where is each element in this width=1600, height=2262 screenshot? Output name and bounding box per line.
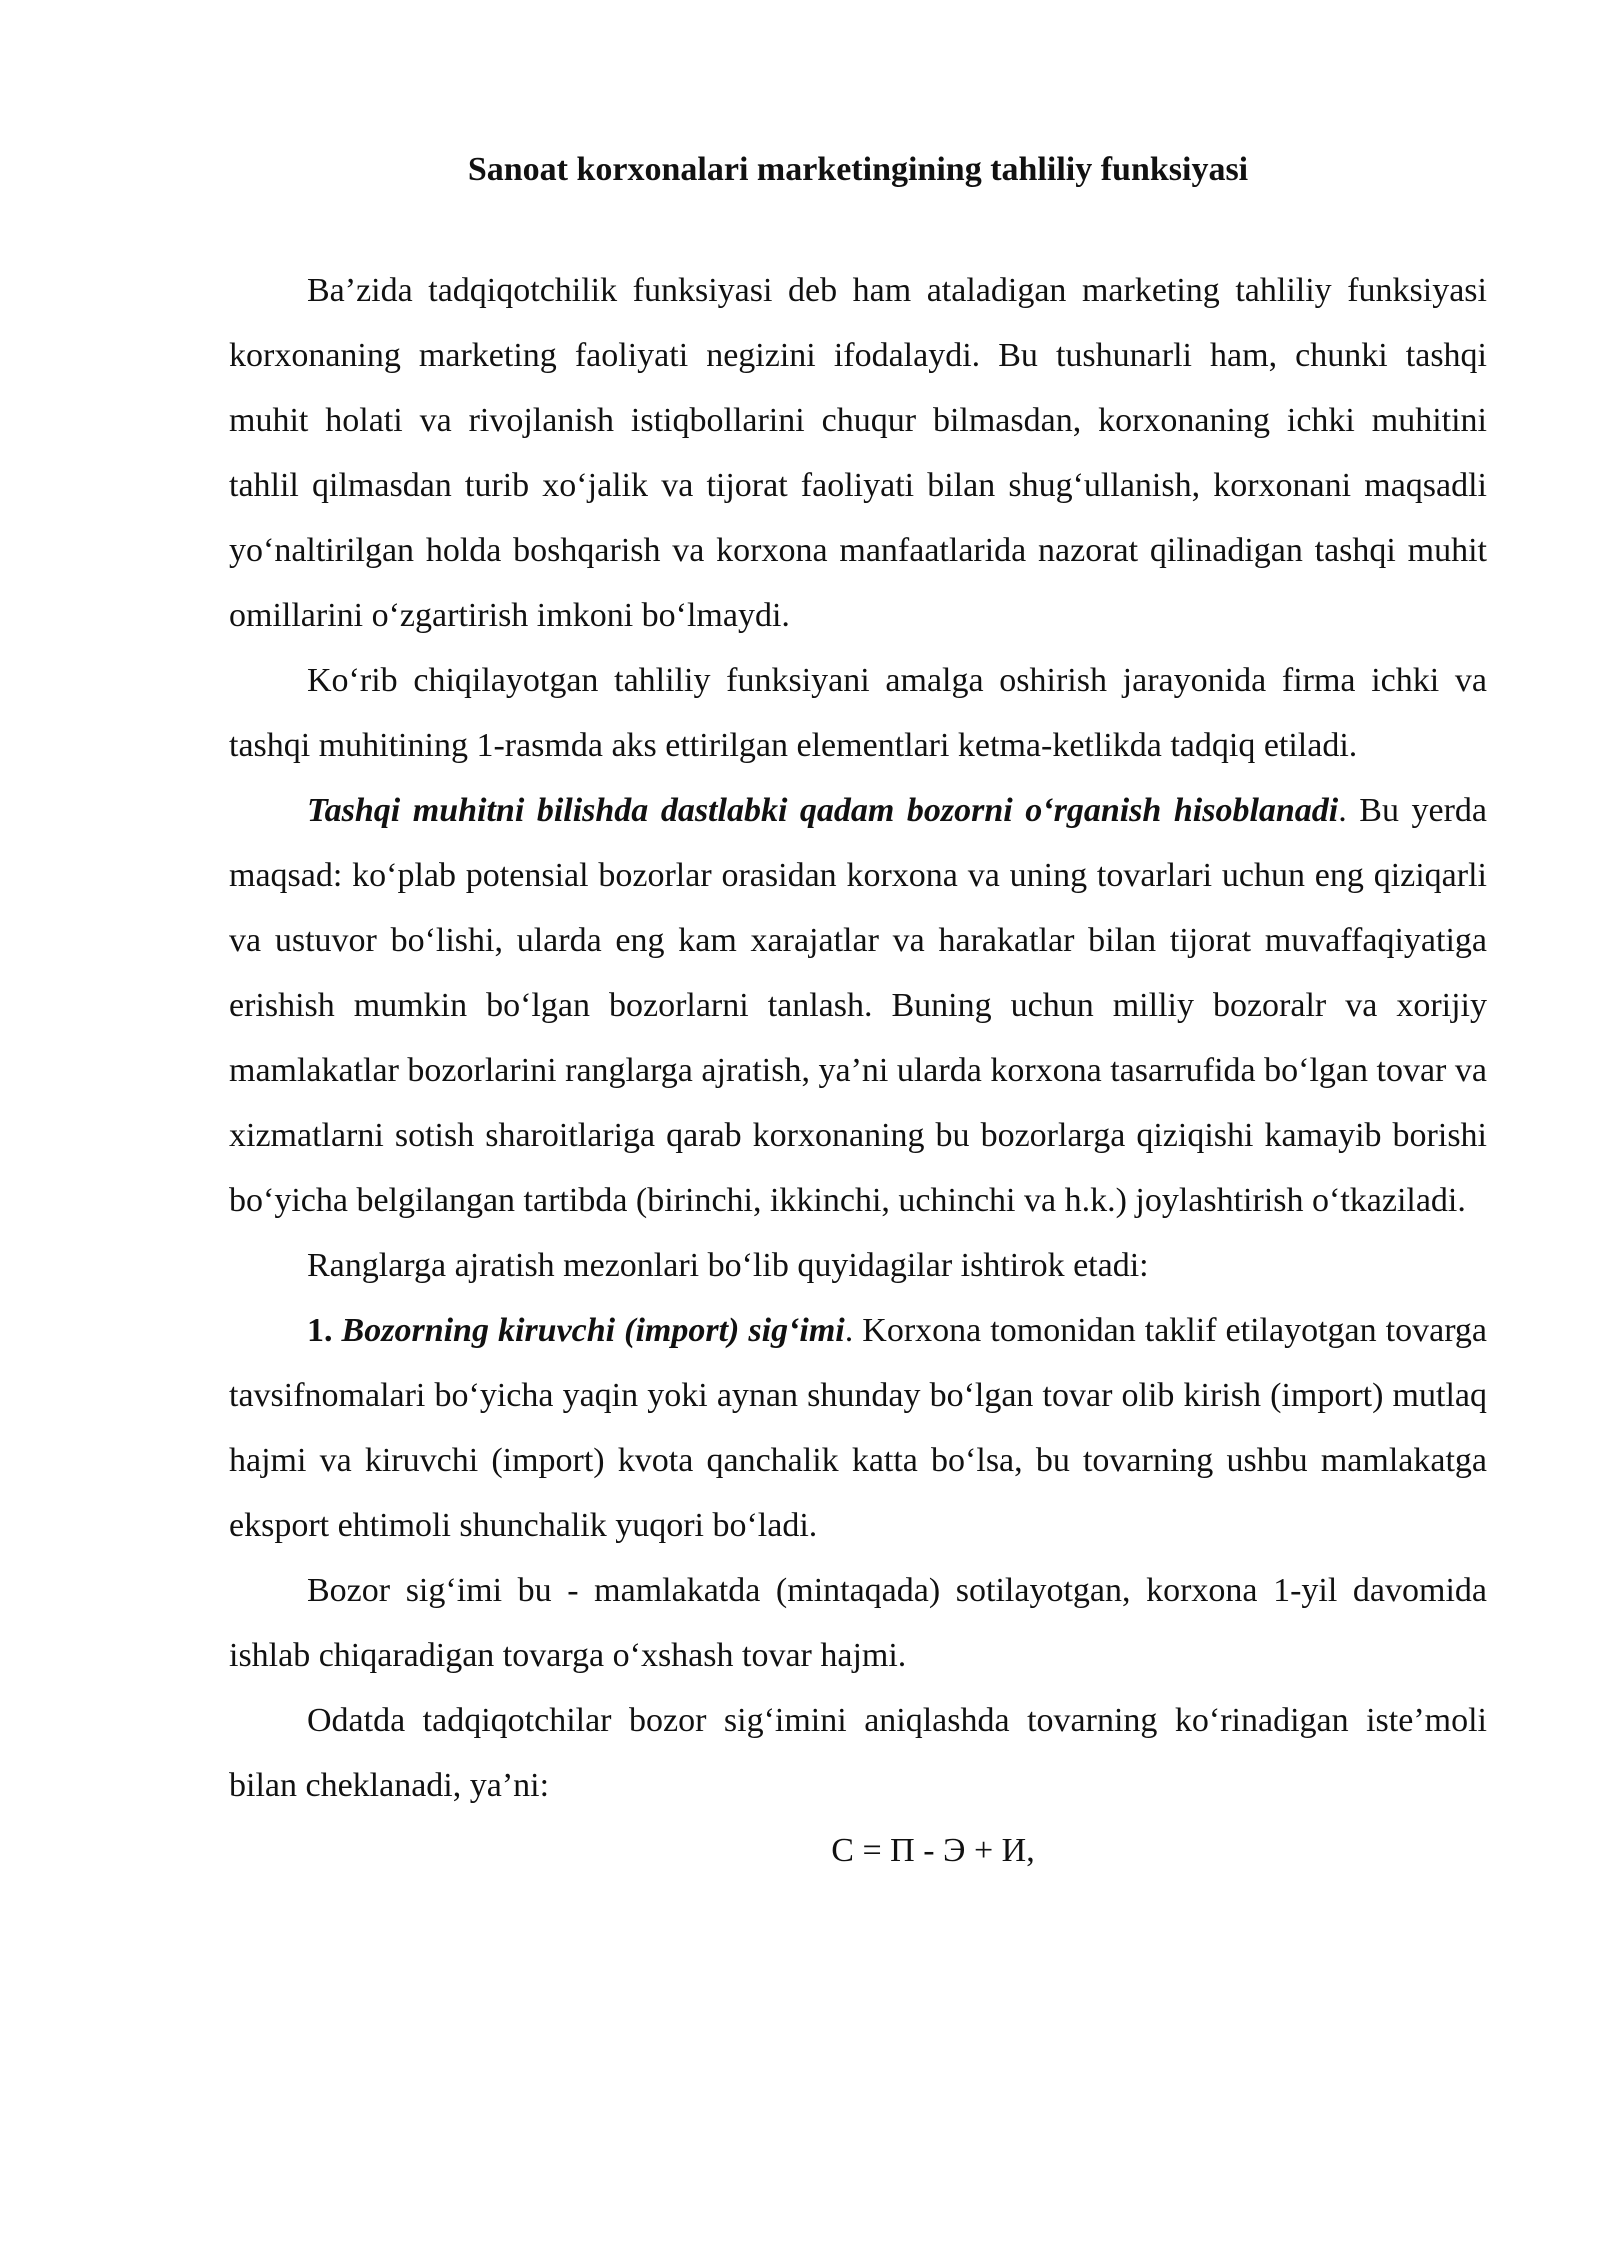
paragraph-3-emphasis: Tashqi muhitni bilishda dastlabki qadam bozorni o‘rganish hisoblanadi: [307, 792, 1339, 829]
paragraph-4-text: Ranglarga ajratish mezonlari bo‘lib quyidagilar ishtirok etadi:: [307, 1247, 1149, 1284]
criterion-number: 1.: [307, 1312, 333, 1349]
paragraph-7-text: Odatda tadqiqotchilar bozor sig‘imini aniqlashda tovarning ko‘rinadigan iste’moli bilan cheklanadi, ya’ni:: [229, 1702, 1487, 1804]
paragraph-2-text: Ko‘rib chiqilayotgan tahliliy funksiyani amalga oshirish jarayonida firma ichki va tashqi muhitining 1-rasmda aks ettirilgan elementlari ketma-ketlikda tadqiq etiladi.: [229, 662, 1487, 764]
paragraph-5-text: . Korxona tomonidan taklif etilayotgan tovarga tavsifnomalari bo‘yicha yaqin yoki aynan shunday bo‘lgan tovar olib kirish (import) mutlaq hajmi va kiruvchi (import) kvota qanchalik katta bo‘lsa, bu tovarning ushbu mamlakatga eksport ehtimoli shunchalik yuqori bo‘ladi.: [229, 1312, 1487, 1544]
paragraph-2: [229, 648, 1487, 778]
paragraph-7: [229, 1688, 1487, 1818]
paragraph-5: [229, 1298, 1487, 1558]
formula: С = П - Э + И,: [831, 1832, 1035, 1869]
paragraph-6-text: Bozor sig‘imi bu - mamlakatda (mintaqada) sotilayotgan, korxona 1-yil davomida ishlab chiqaradigan tovarga o‘xshash tovar hajmi.: [229, 1572, 1487, 1674]
document-body: [229, 150, 1487, 1883]
paragraph-1: [229, 258, 1487, 648]
paragraph-5-emphasis: Bozorning kiruvchi (import) sig‘imi: [341, 1312, 845, 1349]
document-title: Sanoat korxonalari marketingining tahliliy funksiyasi: [467, 151, 1249, 188]
paragraph-4: [229, 1233, 1487, 1298]
paragraph-1-text: Ba’zida tadqiqotchilik funksiyasi deb ham ataladigan marketing tahliliy funksiyasi korxonaning marketing faoliyati negizini ifodalaydi. Bu tushunarli ham, chunki tashqi muhit holati va rivojlanish istiqbollarini chuqur bilmasdan, korxonaning ichki muhitini tahlil qilmasdan turib xo‘jalik va tijorat faoliyati bilan shug‘ullanish, korxonani maqsadli yo‘naltirilgan holda boshqarish va korxona manfaatlarida nazorat qilinadigan tashqi muhit omillarini o‘zgartirish imkoni bo‘lmaydi.: [229, 272, 1487, 634]
paragraph-6: [229, 1558, 1487, 1688]
paragraph-3: [229, 778, 1487, 1233]
paragraph-3-text: . Bu yerda maqsad: ko‘plab potensial bozorlar orasidan korxona va uning tovarlari uchun eng qiziqarli va ustuvor bo‘lishi, ularda eng kam xarajatlar va harakatlar bilan tijorat muvaffaqiyatiga erishish mumkin bo‘lgan bozorlarni tanlash. Buning uchun milliy bozoralr va xorijiy mamlakatlar bozorlarini ranglarga ajratish, ya’ni ularda korxona tasarrufida bo‘lgan tovar va xizmatlarni sotish sharoitlariga qarab korxonaning bu bozorlarga qiziqishi kamayib borishi bo‘yicha belgilangan tartibda (birinchi, ikkinchi, uchinchi va h.k.) joylashtirish o‘tkaziladi.: [229, 792, 1488, 1219]
